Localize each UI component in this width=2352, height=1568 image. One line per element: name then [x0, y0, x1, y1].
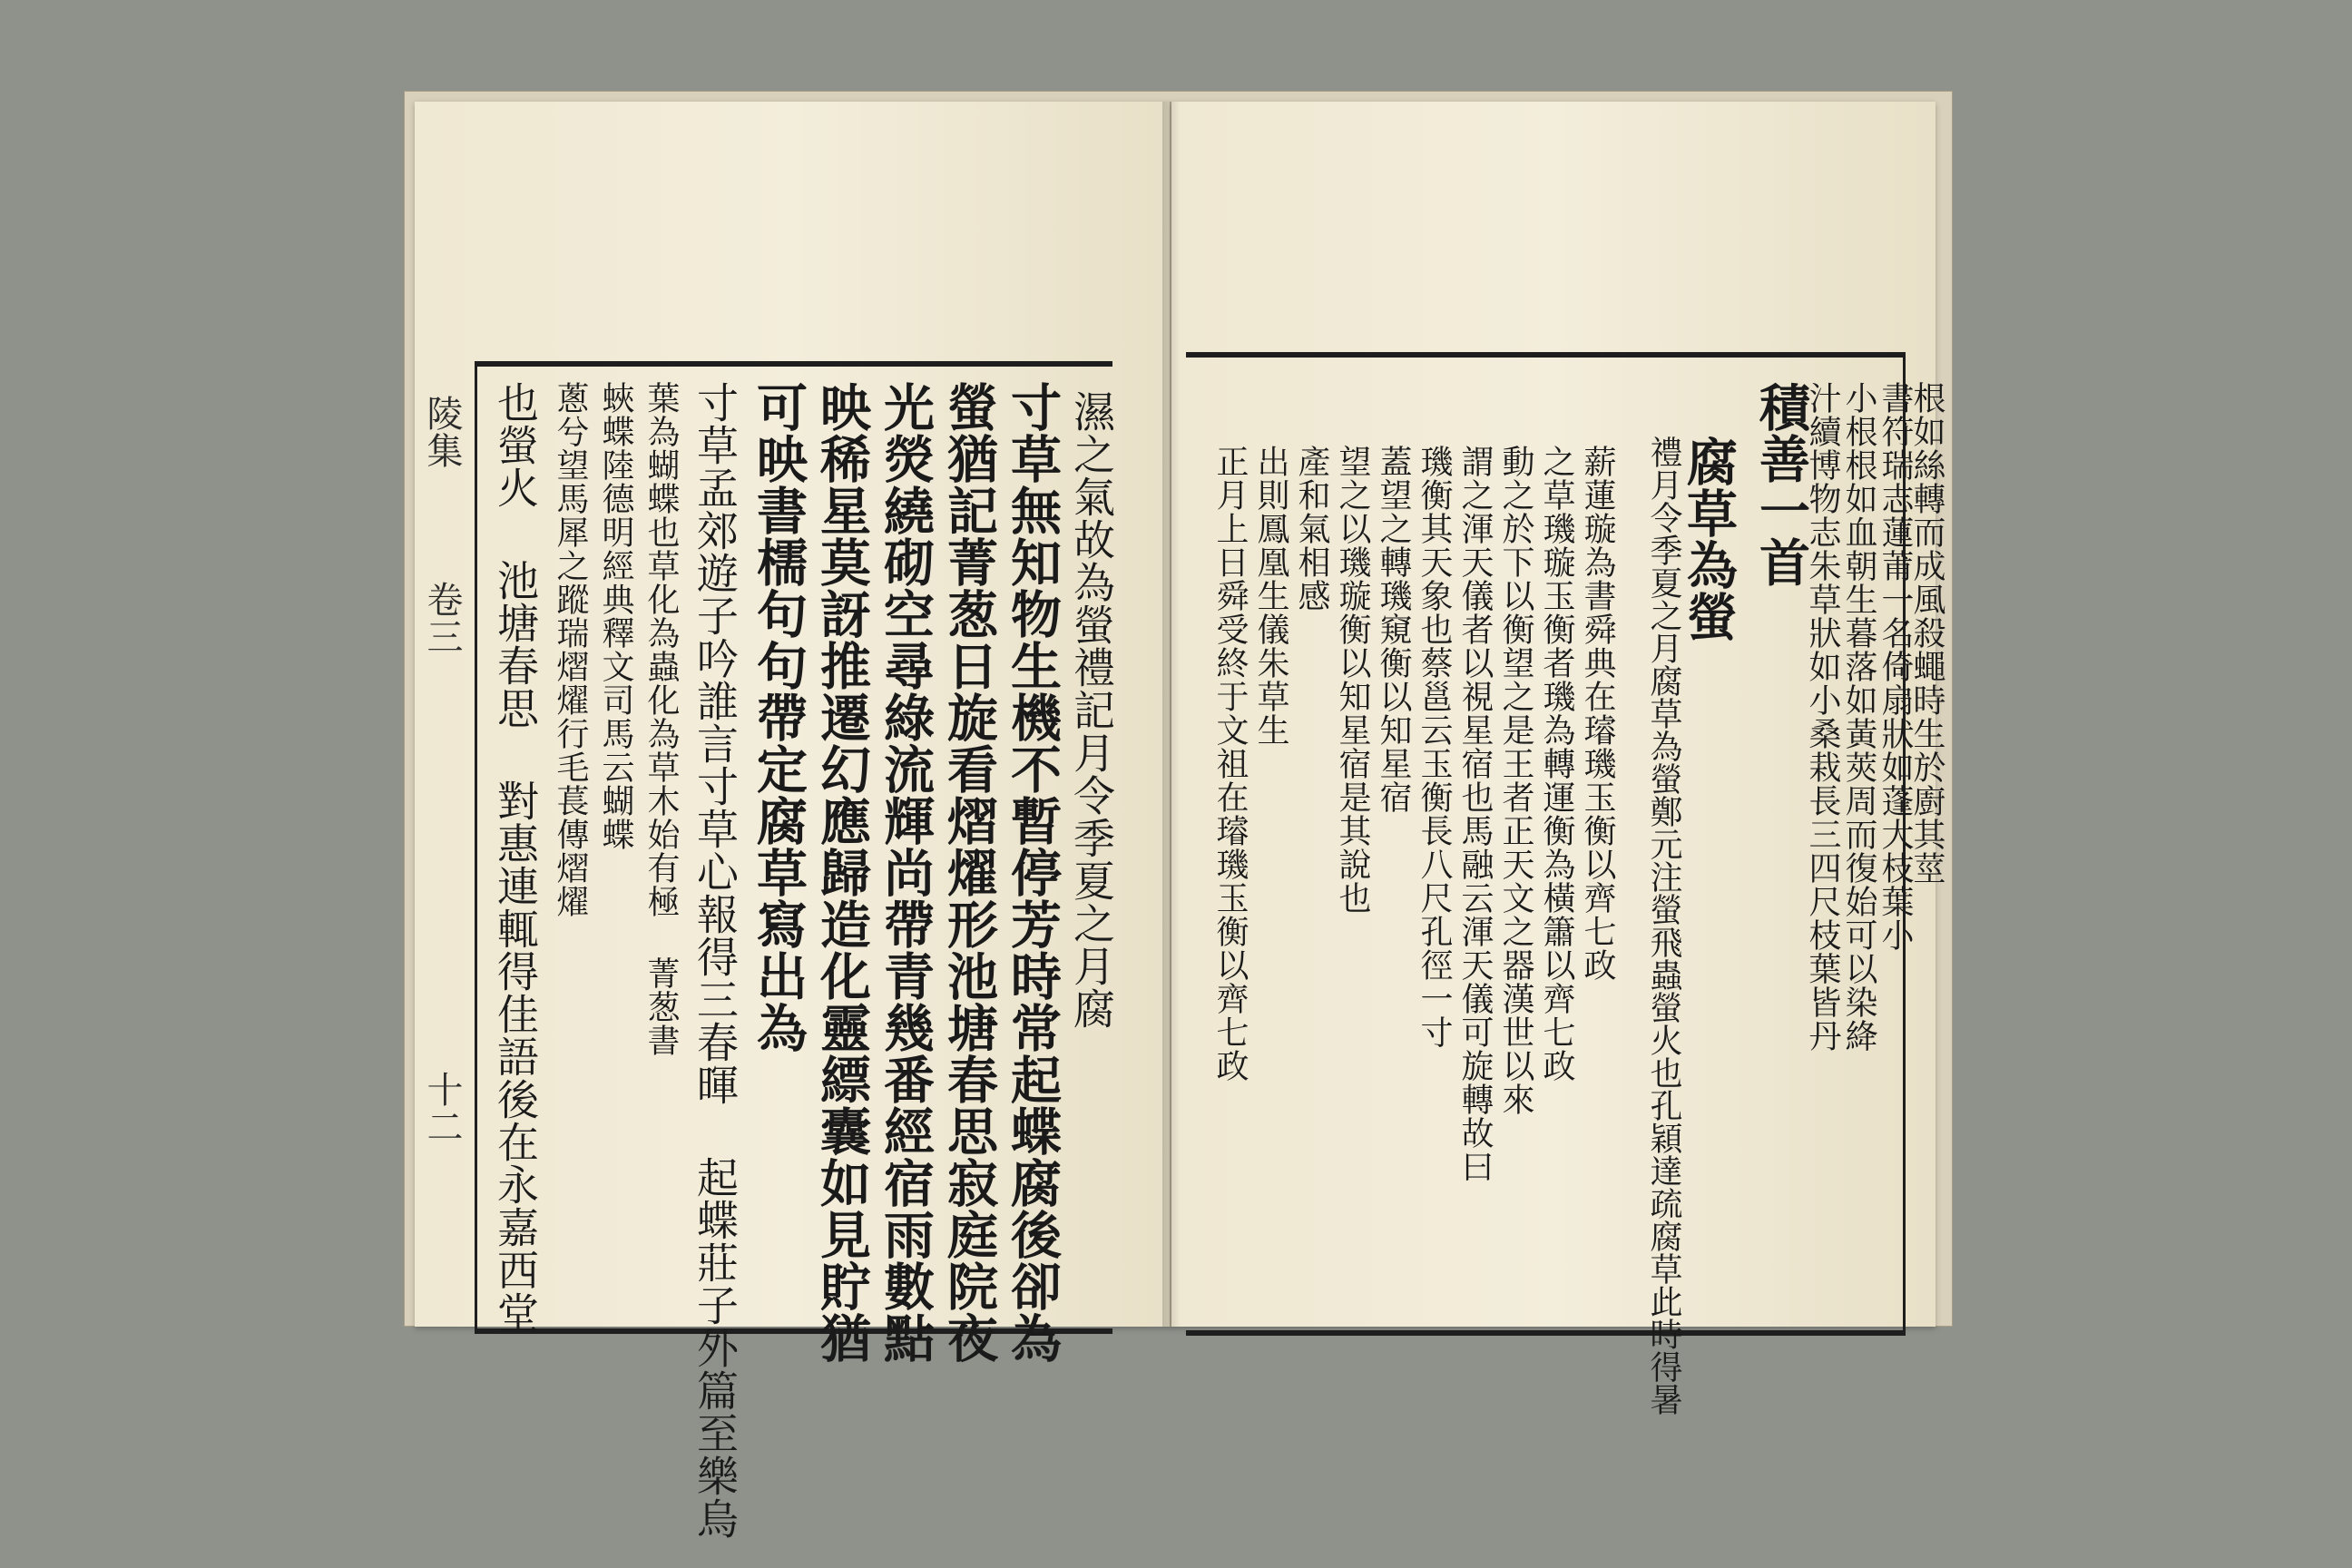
- left-col-8: 葉為蝴蝶也草化為蟲化為草木始有極 菁葱書: [642, 381, 680, 1057]
- right-col-5: 蓋望之轉璣窺衡以知星宿: [1375, 445, 1412, 814]
- left-col-3: 螢猶記菁葱日旋看熠燿形池塘春思寂庭院夜: [939, 381, 999, 1364]
- left-margin-folio: 十二: [421, 1071, 463, 1145]
- right-col-14: 根如絲轉而成風殺蠅時生於廚其莖: [1908, 381, 1945, 885]
- left-col-6: 可映書檽句句帶定腐草寫出為: [749, 381, 808, 1054]
- right-heading: 腐草為螢: [1679, 436, 1739, 642]
- left-margin-title: 陵集: [421, 395, 463, 469]
- right-col-8: 動之於下以衡望之是王者正天文之器漢世以來: [1497, 445, 1534, 1116]
- right-col-7: 謂之渾天儀者以視星宿也馬融云渾天儀可旋轉故曰: [1456, 445, 1494, 1183]
- left-col-11: 也螢火 池塘春思 對惠連輒得佳語後在永嘉西堂: [491, 381, 540, 1334]
- left-col-2: 寸草無知物生機不暫停芳時常起蝶腐後卻為: [1003, 381, 1063, 1364]
- left-col-7: 寸草孟郊遊子吟誰言寸草心報得三春暉 起蝶莊子外篇至樂烏: [691, 381, 740, 1540]
- right-col-9: 之草璣璇玉衡者璣為轉運衡為橫簫以齊七政: [1538, 445, 1575, 1083]
- open-book: [404, 91, 1951, 1540]
- right-col-4: 望之以璣璇衡以知星宿是其說也: [1334, 445, 1371, 915]
- right-col-2: 出則鳳凰生儀朱草生: [1252, 445, 1289, 747]
- right-col-10: 薪蓮璇為書舜典在璿璣玉衡以齊七政: [1579, 445, 1616, 982]
- right-col-6: 璣衡其天象也蔡邕云玉衡長八尺孔徑一寸: [1416, 445, 1453, 1049]
- right-col-12: 小根根如血朝生暮落如黃莢周而復始可以染絳: [1840, 381, 1877, 1053]
- right-heading-note: 禮月令季夏之月腐草為螢鄭元注螢飛蟲螢火也孔穎達疏腐草此時得暑: [1645, 436, 1682, 1416]
- right-col-13: 書符瑞志蓮莆一名倚扇狀如蓬大枝葉小: [1877, 381, 1914, 952]
- right-header-marks: 積善一首: [1751, 381, 1811, 588]
- book-gutter: [1162, 102, 1181, 1327]
- left-col-10: 蔥兮望馬犀之蹤瑞熠燿行毛萇傳熠燿: [552, 381, 589, 918]
- right-col-3: 產和氣相感: [1293, 445, 1330, 612]
- right-col-1: 正月上日舜受終于文祖在璿璣玉衡以齊七政: [1211, 445, 1249, 1083]
- left-col-1: 濕之氣故為螢禮記月令季夏之月腐: [1067, 390, 1116, 1030]
- right-col-11: 汁續博物志朱草狀如小桑栽長三四尺枝葉皆丹: [1804, 381, 1841, 1053]
- left-col-5: 映稀星莫訝推遷幻應歸造化靈縹囊如見貯猶: [812, 381, 872, 1364]
- left-margin-volume: 卷三: [421, 581, 463, 655]
- left-col-4: 光熒繞砌空尋綠流輝尚帶青幾番經宿雨數點: [876, 381, 936, 1364]
- left-col-9: 蛺蝶陸德明經典釋文司馬云蝴蝶: [597, 381, 634, 851]
